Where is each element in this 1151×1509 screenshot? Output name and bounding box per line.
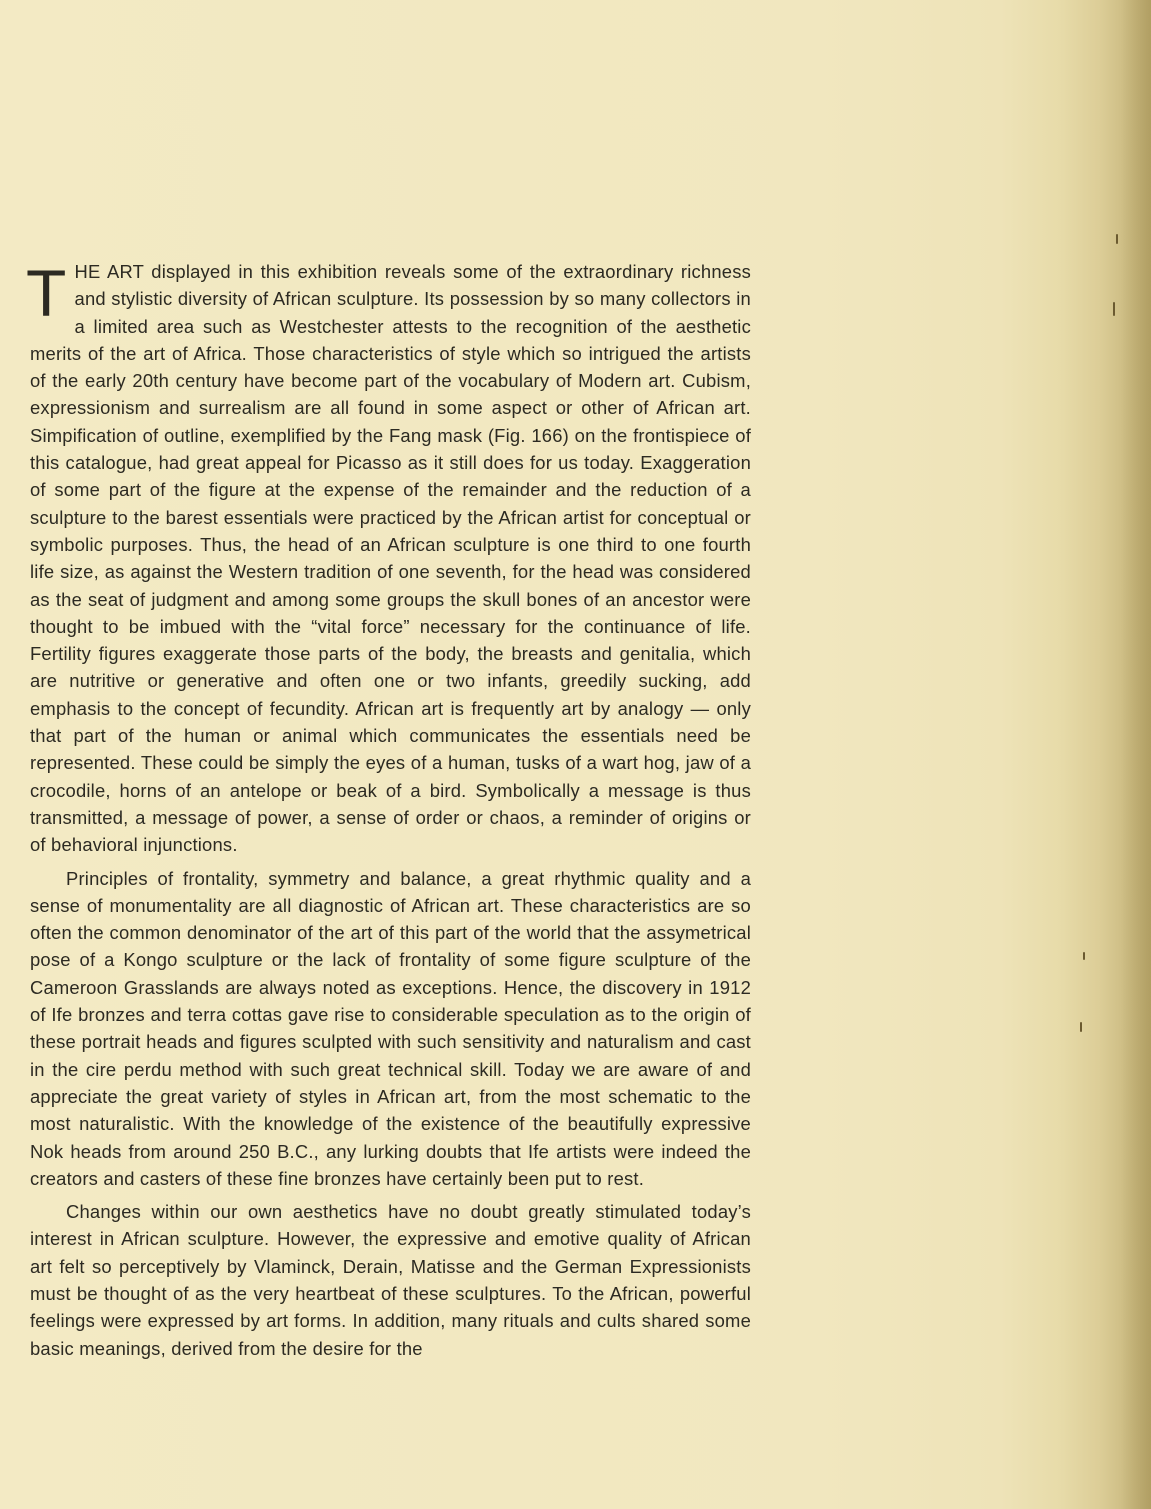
page-edge-shadow [1121, 0, 1151, 1509]
drop-cap-letter: T [26, 256, 67, 330]
paper-speck-1 [1116, 234, 1118, 244]
paper-speck-3 [1083, 952, 1085, 960]
paragraph-3: Changes within our own aesthetics have no doubt greatly stimulated today’s interest in African sculpture. However, the expressive and emotive quality of African art felt so perceptively by Vlaminck, Derain, Matisse and the German Expressionists must be thought of as the very heartbeat of these sculptures. To the African, powerful feelings were expressed by art forms. In addition, many rituals and cults shared some basic meanings, derived from the desire for the [30, 1201, 751, 1359]
paragraph-1 [26, 256, 751, 859]
paragraph-2: Principles of frontality, symmetry and balance, a great rhythmic quality and a sense of monumentality are all diagnostic of African art. These characteristics are so often the common denominator of the art of this part of the world that the assymetrical pose of a Kongo sculpture or the lack of frontality of some figure sculpture of the Cameroon Grasslands are always noted as exceptions. Hence, the discovery in 1912 of Ife bronzes and terra cottas gave rise to considerable speculation as to the origin of these portrait heads and figures sculpted with such sensitivity and naturalism and cast in the cire perdu method with such great technical skill. Today we are aware of and appreciate the great variety of styles in African art, from the most schematic to the most naturalistic. With the knowledge of the existence of the beautifully expressive Nok heads from around 250 B.C., any lurking doubts that Ife artists were indeed the creators and casters of these fine bronzes have certainly been put to rest. [30, 867, 751, 1189]
paper-speck-4 [1080, 1022, 1082, 1032]
paper-speck-2 [1113, 302, 1115, 316]
paragraph-1-text: HE ART displayed in this exhibition reveals some of the extraordinary richness and stylistic diversity of African sculpture. Its possession by so many collectors in a limited area such as Westchester attests to the recognition of the aesthetic merits of the art of Africa. Those characteristics of style which so intrigued the artists of the early 20th century have become part of the vocabulary of Modern art. Cubism, expressionism and surrealism are all found in some aspect or other of African art. Simpification of outline, exemplified by the Fang mask (Fig. 166) on the frontispiece of this catalogue, had great appeal for Picasso as it still does for us today. Exaggeration of some part of the figure at the expense of the remainder and the reduction of a sculpture to the barest essentials were practiced by the African artist for conceptual or symbolic purposes. Thus, the head of an African sculpture is one third to one fourth life size, as against the Western tradition of one seventh, for the head was considered as the seat of judgment and among some groups the skull bones of an ancestor were thought to be imbued with the “vital force” necessary for the continuance of life. Fertility figures exaggerate those parts of the body, the breasts and genitalia, which are nutritive or generative and often one or two infants, greedily sucking, add emphasis to the concept of fecundity. African art is frequently art by analogy — only that part of the human or animal which communicates the essentials need be represented. These could be simply the eyes of a human, tusks of a wart hog, jaw of a crocodile, horns of an antelope or beak of a bird. Symbolically a message is thus transmitted, a message of power, a sense of order or chaos, a reminder of origins or of behavioral injunctions. [30, 261, 751, 856]
article-body [26, 256, 751, 1368]
